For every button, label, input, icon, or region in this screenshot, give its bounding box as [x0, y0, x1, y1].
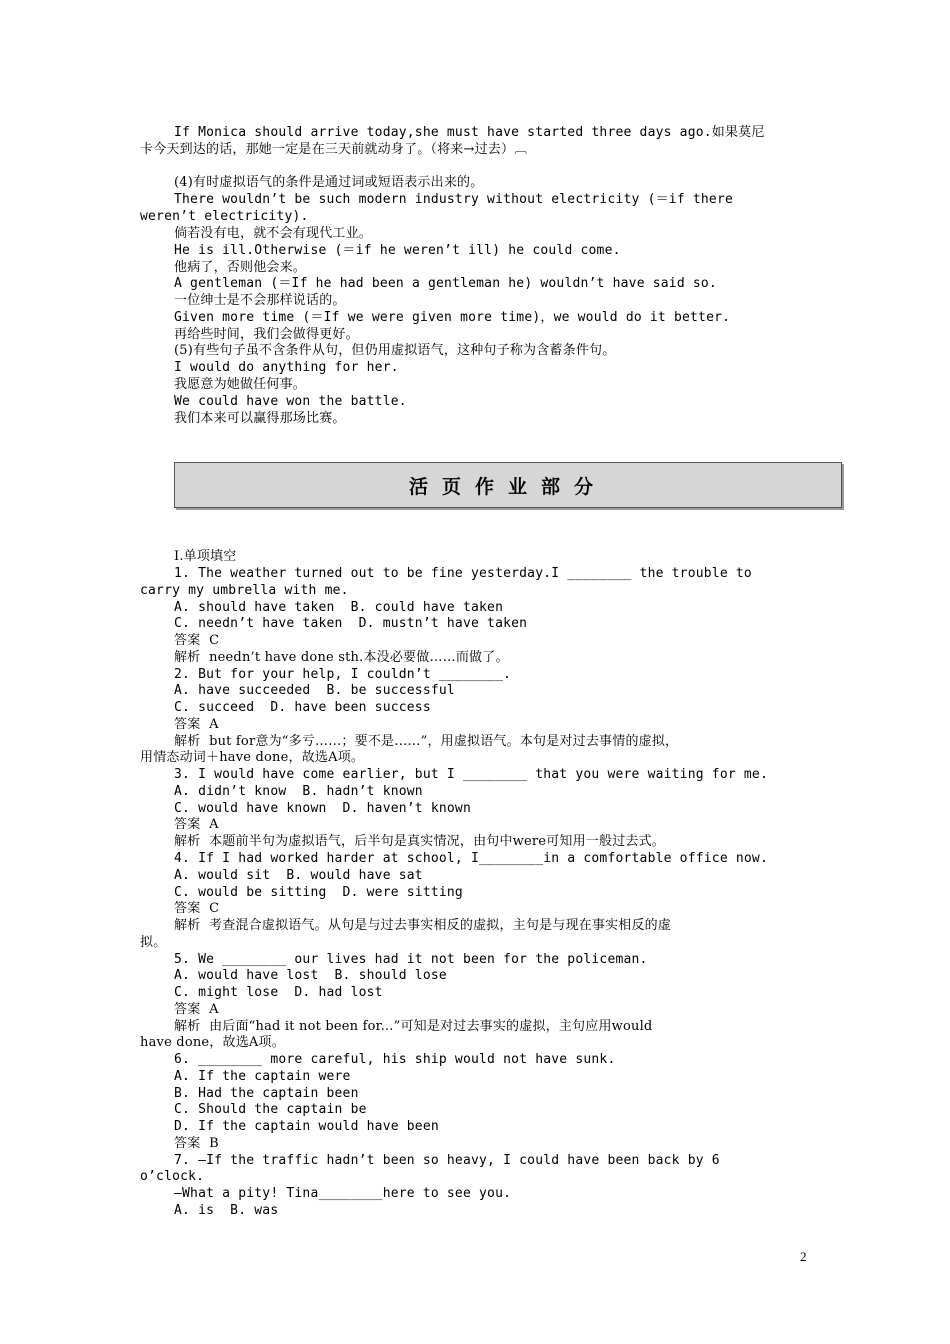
- explanation-line: 拟。: [140, 935, 167, 950]
- text-line: If Monica should arrive today,she must have started three days ago.如果莫尼: [174, 125, 765, 140]
- option-line: A. would have lost B. should lose: [174, 968, 447, 983]
- section-banner-title: 活页作业部分: [408, 475, 607, 498]
- question-line: o’clock.: [140, 1169, 205, 1184]
- option-line: D. If the captain would have been: [174, 1119, 439, 1134]
- option-line: A. would sit B. would have sat: [174, 868, 423, 883]
- explanation-line: 解析 needn’t have done sth.本没必要做……而做了。: [174, 650, 509, 665]
- text-line: 我们本来可以赢得那场比赛。: [174, 411, 346, 426]
- question-line: —What a pity! Tina________here to see you.: [174, 1186, 512, 1201]
- explanation-line: have done，故选A项。: [140, 1035, 285, 1050]
- answer-line: 答案 C: [174, 901, 220, 916]
- text-line: We could have won the battle.: [174, 394, 407, 409]
- question-line: 2. But for your help, I couldn’t ________.: [174, 667, 512, 682]
- explanation-line: 解析 由后面“had it not been for...”可知是对过去事实的虚拟，主句应用would: [174, 1019, 653, 1034]
- option-line: A. should have taken B. could have taken: [174, 600, 504, 615]
- text-line: (4)有时虚拟语气的条件是通过词或短语表示出来的。: [174, 175, 484, 190]
- question-line: 4. If I had worked harder at school, I________in a comfortable office now.: [174, 851, 768, 866]
- answer-line: 答案 C: [174, 633, 220, 648]
- question-line: 5. We ________ our lives had it not been for the policeman.: [174, 952, 648, 967]
- answer-line: 答案 A: [174, 1002, 219, 1017]
- question-line: carry my umbrella with me.: [140, 583, 349, 598]
- option-line: C. might lose D. had lost: [174, 985, 383, 1000]
- page-number: 2: [800, 1249, 807, 1264]
- answer-line: 答案 A: [174, 817, 219, 832]
- option-line: C. would have known D. haven’t known: [174, 801, 471, 816]
- explanation-line: 用情态动词＋have done，故选A项。: [140, 750, 365, 765]
- option-line: A. didn’t know B. hadn’t known: [174, 784, 423, 799]
- option-line: C. would be sitting D. were sitting: [174, 885, 463, 900]
- answer-line: 答案 A: [174, 717, 219, 732]
- text-line: Given more time (＝If we were given more time)，we would do it better.: [174, 310, 731, 325]
- question-line: 1. The weather turned out to be fine yesterday.I ________ the trouble to: [174, 566, 752, 581]
- explanation-line: 解析 but for意为“多亏……；要不是……”，用虚拟语气。本句是对过去事情的虚拟，: [174, 734, 679, 749]
- text-line: There wouldn’t be such modern industry without electricity (＝if there: [174, 192, 734, 207]
- section-banner: [174, 462, 842, 508]
- text-line: 再给些时间，我们会做得更好。: [174, 327, 359, 342]
- answer-line: 答案 B: [174, 1136, 219, 1151]
- text-line: (5)有些句子虽不含条件从句，但仍用虚拟语气，这种句子称为含蓄条件句。: [174, 343, 616, 358]
- question-line: 7. —If the traffic hadn’t been so heavy, I could have been back by 6: [174, 1153, 720, 1168]
- text-line: 卡今天到达的话，那她一定是在三天前就动身了。（将来→过去）︹: [140, 142, 528, 157]
- text-line: 倘若没有电，就不会有现代工业。: [174, 226, 373, 241]
- text-line: 我愿意为她做任何事。: [174, 377, 307, 392]
- option-line: C. needn’t have taken D. mustn’t have taken: [174, 616, 528, 631]
- text-line: He is ill.Otherwise (＝if he weren’t ill) he could come.: [174, 243, 621, 258]
- option-line: B. Had the captain been: [174, 1086, 359, 1101]
- option-line: C. Should the captain be: [174, 1102, 367, 1117]
- option-line: A. If the captain were: [174, 1069, 351, 1084]
- text-line: A gentleman (＝If he had been a gentleman he) wouldn’t have said so.: [174, 276, 717, 291]
- text-line: 他病了，否则他会来。: [174, 260, 307, 275]
- text-line: 一位绅士是不会那样说话的。: [174, 293, 346, 308]
- option-line: A. is B. was: [174, 1203, 279, 1218]
- option-line: A. have succeeded B. be successful: [174, 683, 455, 698]
- text-line: weren’t electricity).: [140, 209, 309, 224]
- text-line: I would do anything for her.: [174, 360, 399, 375]
- explanation-line: 解析 本题前半句为虚拟语气，后半句是真实情况，由句中were可知用一般过去式。: [174, 834, 665, 849]
- exercise-heading: Ⅰ.单项填空: [174, 549, 237, 564]
- explanation-line: 解析 考查混合虚拟语气。从句是与过去事实相反的虚拟，主句是与现在事实相反的虚: [174, 918, 672, 933]
- question-line: 3. I would have come earlier, but I ________ that you were waiting for me.: [174, 767, 768, 782]
- option-line: C. succeed D. have been success: [174, 700, 431, 715]
- question-line: 6. ________ more careful, his ship would not have sunk.: [174, 1052, 616, 1067]
